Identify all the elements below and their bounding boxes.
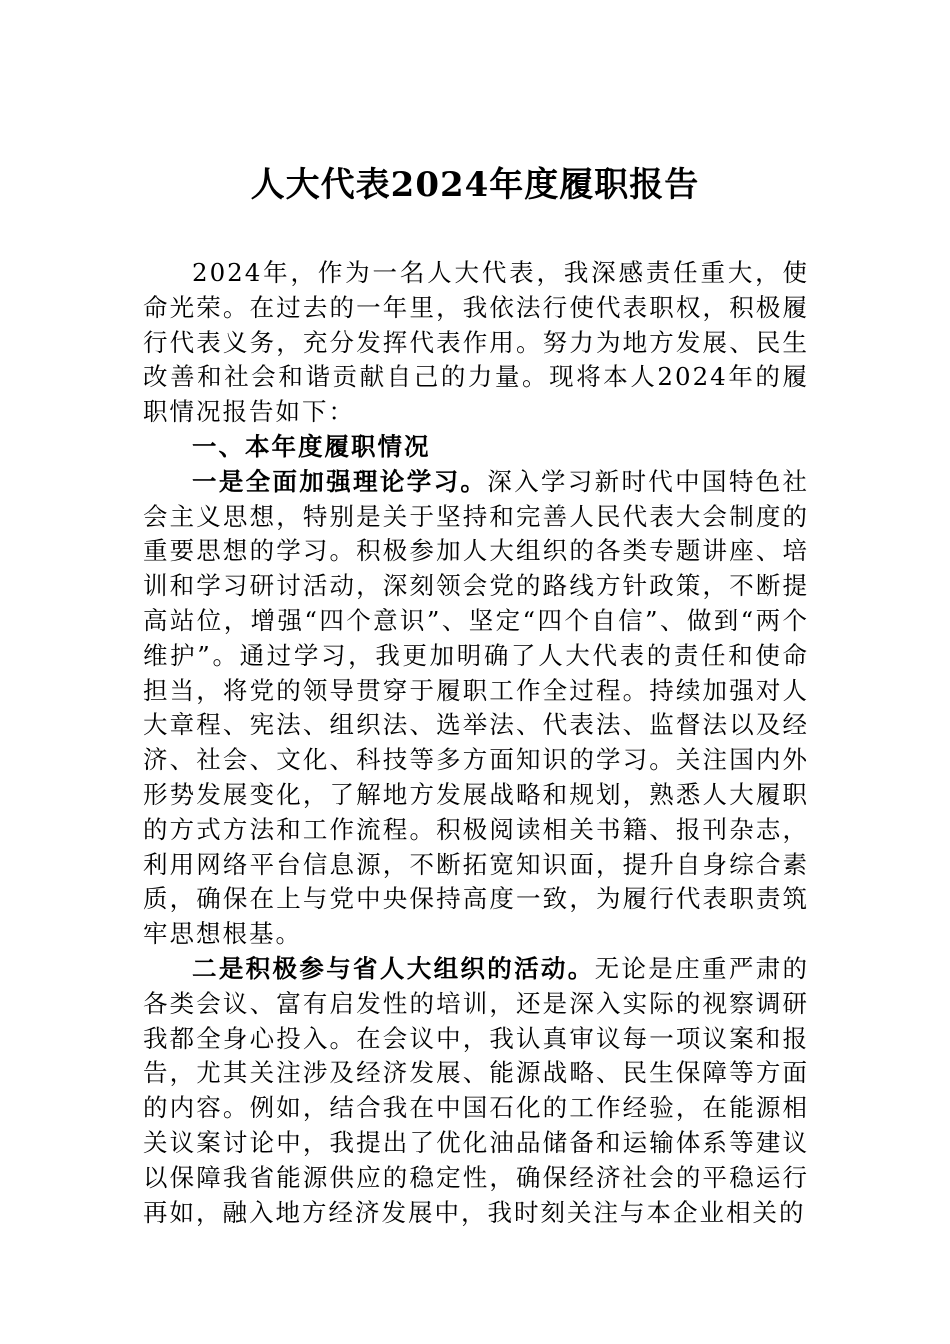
paragraph-lead: 二是积极参与省人大组织的活动。 <box>192 953 595 983</box>
document-title: 人大代表2024年度履职报告 <box>250 165 700 205</box>
document-body <box>143 256 809 1230</box>
section-heading: 一、本年度履职情况 <box>192 431 431 461</box>
paragraph-text: 深入学习新时代中国特色社会主义思想，特别是关于坚持和完善人民代表大会制度的重要思想的学习。积极参加人大组织的各类专题讲座、培训和学习研讨活动，深刻领会党的路线方针政策，不断提高站位，增强“四个意识”、坚定“四个自信”、做到“两个维护”。通过学习，我更加明确了人大代表的责任和使命担当，将党的领导贯穿于履职工作全过程。持续加强对人大章程、宪法、组织法、选举法、代表法、监督法以及经济、社会、文化、科技等多方面知识的学习。关注国内外形势发展变化，了解地方发展战略和规划，熟悉人大履职的方式方法和工作流程。积极阅读相关书籍、报刊杂志，利用网络平台信息源，不断拓宽知识面，提升自身综合素质，确保在上与党中央保持高度一致，为履行代表职责筑牢思想根基。 <box>143 466 809 949</box>
paragraph-text: 无论是庄重严肃的各类会议、富有启发性的培训，还是深入实际的视察调研我都全身心投入。在会议中，我认真审议每一项议案和报告，尤其关注涉及经济发展、能源战略、民生保障等方面的内容。例如，结合我在中国石化的工作经验，在能源相关议案讨论中，我提出了优化油品储备和运输体系等建议以保障我省能源供应的稳定性，确保经济社会的平稳运行再如，融入地方经济发展中，我时刻关注与本企业相关的 <box>143 953 810 1227</box>
paragraph-theory-study <box>143 465 809 952</box>
paragraph-lead: 一是全面加强理论学习。 <box>192 466 488 496</box>
intro-paragraph: 2024年，作为一名人大代表，我深感责任重大，使命光荣。在过去的一年里，我依法行使代表职权，积极履行代表义务，充分发挥代表作用。努力为地方发展、民生改善和社会和谐贡献自己的力量。现将本人2024年的履职情况报告如下： <box>143 258 809 427</box>
paragraph-activities <box>143 952 809 1230</box>
